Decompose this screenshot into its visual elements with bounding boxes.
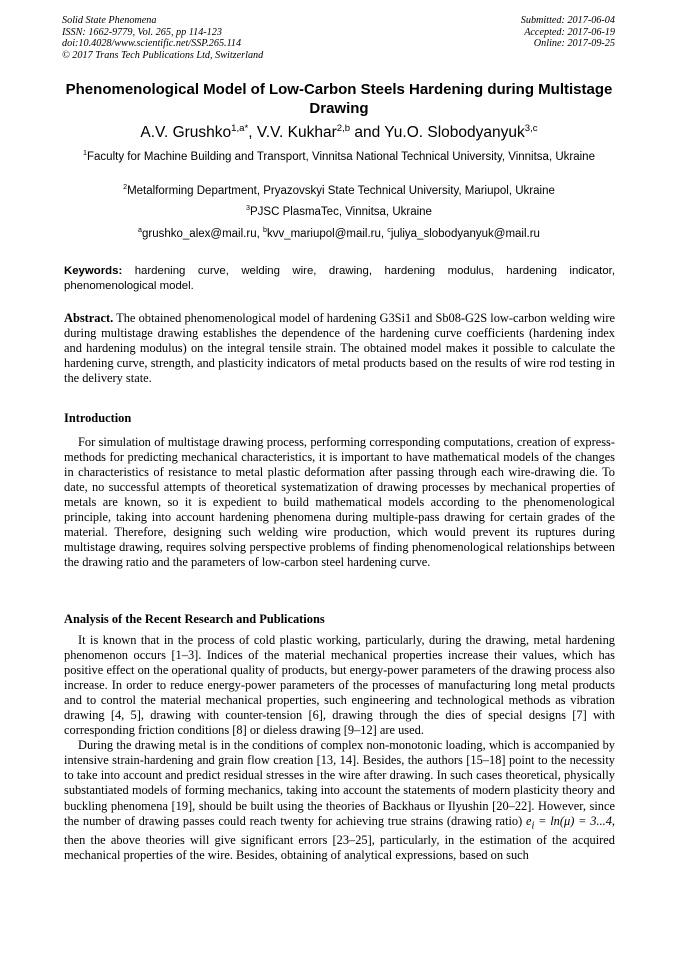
email-list	[62, 227, 616, 241]
introduction-paragraph: For simulation of multistage drawing process, performing corresponding computations, creation of express-methods for predicting mechanical characteristics, it is important to have mathematical models of the changes in characteristics of resistance to metal plastic deformation after passing through each wire-drawing die. To date, no successful attempts of theoretical systematization of drawing processes by mechanical properties of metals are known, so it is expedient to build mathematical models according to the phenomenological principle, taking into account hardening phenomena during multiple-pass drawing for certain grades of the material. Therefore, designing such welding wire production, which would prevent its ruptures during multistage drawing, requires solving perspective problems of finding phenomenological relationships between the drawing ratio and the parameters of low-carbon steel hardening curve.	[64, 435, 615, 570]
abstract-text: The obtained phenomenological model of hardening G3Si1 and Sb08-G2S low-carbon welding wire during multistage drawing establishes the dependence of the hardening curve coefficients (hardening index and hardening modulus) on the integral tensile strain. The obtained model makes it possible to calculate the hardening curve, strength, and plasticity indicators of metal products based on the results of wire rod testing in the delivery state.	[64, 311, 615, 386]
email-address[interactable]: juliya_slobodyanyuk@mail.ru	[390, 228, 540, 240]
keywords-text: hardening curve, welding wire, drawing, hardening modulus, hardening indicator, phenomenological model.	[64, 265, 615, 292]
abstract-block	[64, 311, 615, 386]
submitted-date: Submitted: 2017-06-04	[520, 15, 615, 26]
affiliation-marker: 3	[246, 204, 250, 213]
journal-doi: doi:10.4028/www.scientific.net/SSP.265.114	[62, 38, 242, 50]
affiliation-text: Faculty for Machine Building and Transport, Vinnitsa National Technical University, Vinnitsa, Ukraine	[87, 151, 595, 163]
analysis-paragraph-2	[64, 738, 615, 863]
affiliation-text: PJSC PlasmaTec, Vinnitsa, Ukraine	[250, 206, 432, 218]
analysis-text: During the drawing metal is in the conditions of complex non-monotonic loading, which is accompanied by intensive strain-hardening and grain flow creation [13, 14]. Besides, the authors [15–18] point to the necessity to take into account and predict residual stresses in the wire after drawing. In such cases theoretical, physically substantiated models of forming mechanics, taking into account the statements of modern plasticity theory and buckling phenomena [19], should be built using the theories of Backhaus or Ilyushin [20–22]. However, since the number of drawing passes could reach twenty for achieving true strains (drawing ratio)	[64, 738, 615, 828]
journal-info	[62, 15, 263, 61]
analysis-body	[64, 633, 615, 863]
author-name: Yu.O. Slobodyanyuk	[384, 124, 525, 141]
strain-formula	[525, 813, 612, 832]
journal-copyright: © 2017 Trans Tech Publications Ltd, Switzerland	[62, 49, 264, 61]
analysis-text: , then the above theories will give significant errors [23–25], particularly, in the estimation of the acquired mechanical properties of the wire. Besides, obtaining of analytical expressions, based on such	[64, 813, 615, 863]
affiliation-2	[62, 184, 616, 199]
author-list	[62, 123, 616, 142]
online-date: Online: 2017-09-25	[533, 38, 615, 50]
formula-expression: = ln(μ) = 3...4	[534, 813, 612, 828]
section-heading-analysis: Analysis of the Recent Research and Publications	[64, 612, 325, 626]
affiliation-text: Metalforming Department, Pryazovskyi State Technical University, Mariupol, Ukraine	[127, 185, 555, 197]
formula-subscript: i	[531, 820, 535, 832]
journal-issn: ISSN: 1662-9779, Vol. 265, pp 114-123	[62, 26, 222, 38]
email-marker: a	[138, 226, 142, 235]
section-heading-introduction: Introduction	[64, 411, 132, 425]
affiliation-3	[62, 205, 616, 220]
author-name: V.V. Kukhar	[256, 124, 337, 141]
author-superscript: 1,a*	[231, 122, 249, 134]
email-marker: c	[387, 226, 391, 235]
author-superscript: 3,c	[524, 122, 538, 134]
author-separator: ,	[248, 124, 257, 141]
author-superscript: 2,b	[336, 122, 351, 134]
author-name: A.V. Grushko	[140, 124, 232, 141]
affiliation-marker: 2	[123, 183, 128, 192]
affiliation-marker: 1	[83, 149, 87, 158]
email-address[interactable]: kvv_mariupol@mail.ru,	[266, 228, 388, 240]
publication-dates	[521, 15, 615, 50]
journal-name: Solid State Phenomena	[62, 15, 157, 26]
analysis-paragraph-1: It is known that in the process of cold plastic working, particularly, during the drawing, metal hardening phenomenon occurs [1–3]. Indices of the material mechanical properties increase their values, which has positive effect on the operational quality of products, but energy-power parameters of the drawing process also increase. In order to reduce energy-power parameters of the processes of manufacturing long metal products and to control the material mechanical properties, such engineering and technological methods as vibration drawing [4, 5], drawing with counter-tension [6], drawing through the dies of special designs [7] with corresponding friction conditions [8] or dieless drawing [9–12] are used.	[64, 633, 615, 738]
affiliation-1	[62, 150, 616, 165]
keywords-label: Keywords:	[64, 265, 123, 277]
formula-variable: e	[525, 813, 532, 828]
email-address[interactable]: grushko_alex@mail.ru,	[142, 228, 263, 240]
abstract-label: Abstract.	[64, 311, 114, 325]
author-separator: and	[350, 124, 385, 141]
email-marker: b	[262, 226, 267, 235]
accepted-date: Accepted: 2017-06-19	[524, 26, 615, 38]
paper-title: Phenomenological Model of Low-Carbon Steels Hardening during Multistage Drawing	[65, 81, 613, 117]
introduction-body	[64, 435, 615, 570]
keywords-block	[64, 264, 615, 293]
